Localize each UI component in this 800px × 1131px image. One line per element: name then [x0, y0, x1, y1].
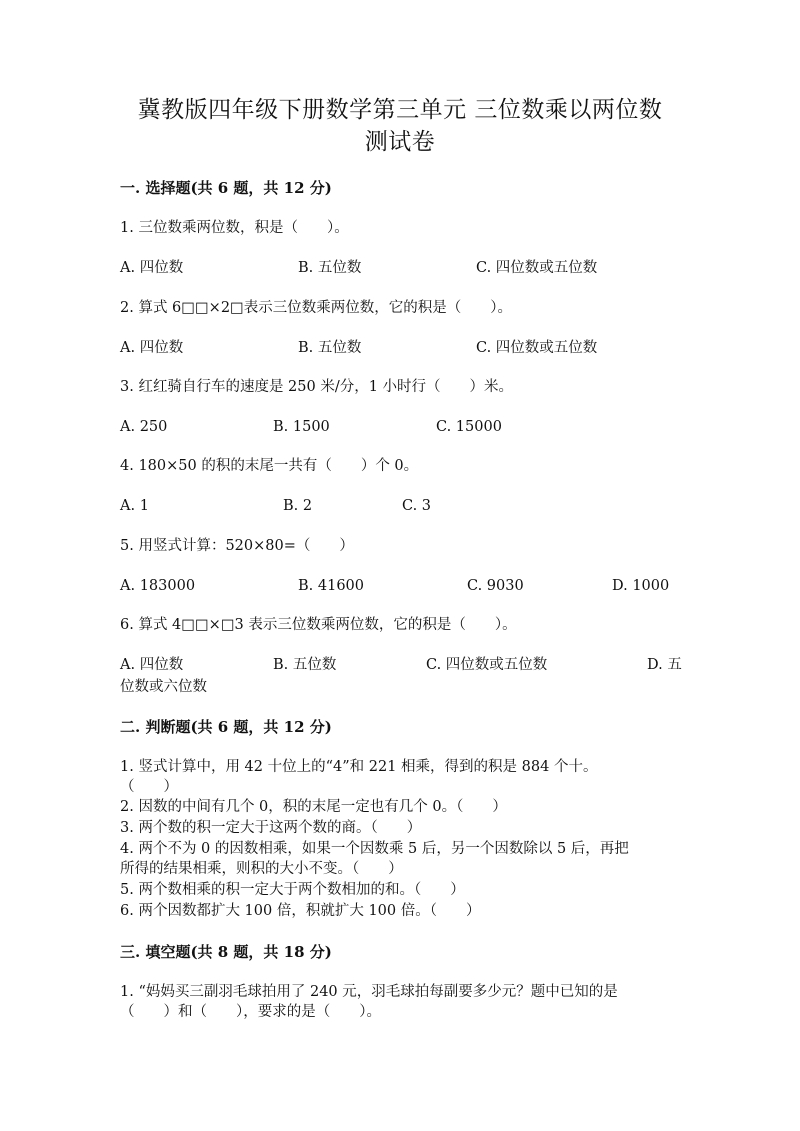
s1-q4-option-b: B. 2: [283, 498, 313, 514]
s1-q6-option-c: C. 四位数或五位数: [426, 657, 548, 673]
s1-q3-option-c: C. 15000: [436, 419, 502, 435]
s1-q6-option-a: A. 四位数: [120, 657, 184, 673]
s1-q4-text: 4. 180×50 的积的末尾一共有（ ）个 0。: [120, 458, 419, 474]
s2-q1-line2: （ ）: [120, 779, 178, 795]
s1-q3-text: 3. 红红骑自行车的速度是 250 米/分，1 小时行（ ）米。: [120, 379, 514, 395]
s1-q2-option-c: C. 四位数或五位数: [476, 340, 598, 356]
s1-q1-option-c: C. 四位数或五位数: [476, 260, 598, 276]
s1-q5-text: 5. 用竖式计算：520×80=（ ）: [120, 538, 354, 554]
s2-q4-line1: 4. 两个不为 0 的因数相乘，如果一个因数乘 5 后，另一个因数除以 5 后，再把: [120, 841, 629, 857]
s1-q1-text: 1. 三位数乘两位数，积是（ ）。: [120, 220, 349, 236]
s1-q4-option-c: C. 3: [402, 498, 432, 514]
s1-q1-option-a: A. 四位数: [120, 260, 184, 276]
s3-q1-line1: 1. “妈妈买三副羽毛球拍用了 240 元，羽毛球拍每副要多少元？题中已知的是: [120, 984, 618, 1000]
s1-q2-option-a: A. 四位数: [120, 340, 184, 356]
s1-q2-text: 2. 算式 6□□×2□表示三位数乘两位数，它的积是（ ）。: [120, 300, 513, 316]
s1-q6-option-b: B. 五位数: [273, 657, 337, 673]
s2-q6: 6. 两个因数都扩大 100 倍，积就扩大 100 倍。（ ）: [120, 903, 481, 919]
section3-heading: 三. 填空题(共 8 题，共 18 分): [120, 943, 332, 961]
s1-q6-option-d-continued: 位数或六位数: [120, 679, 207, 695]
s1-q5-option-c: C. 9030: [467, 578, 524, 594]
s1-q3-option-b: B. 1500: [273, 419, 330, 435]
exam-title-line1: 冀教版四年级下册数学第三单元 三位数乘以两位数: [137, 97, 663, 123]
s2-q1-line1: 1. 竖式计算中，用 42 十位上的“4”和 221 相乘，得到的积是 884 个十。: [120, 759, 598, 775]
s2-q5: 5. 两个数相乘的积一定大于两个数相加的和。（ ）: [120, 882, 465, 898]
s1-q1-option-b: B. 五位数: [298, 260, 362, 276]
s1-q4-option-a: A. 1: [120, 498, 149, 514]
s1-q2-option-b: B. 五位数: [298, 340, 362, 356]
section1-heading: 一. 选择题(共 6 题，共 12 分): [120, 179, 332, 197]
section2-heading: 二. 判断题(共 6 题，共 12 分): [120, 718, 332, 736]
s2-q2: 2. 因数的中间有几个 0，积的末尾一定也有几个 0。（ ）: [120, 799, 507, 815]
s1-q6-option-d: D. 五: [647, 657, 682, 673]
s1-q5-option-b: B. 41600: [298, 578, 365, 594]
s2-q3: 3. 两个数的积一定大于这两个数的商。（ ）: [120, 820, 422, 836]
s1-q5-option-a: A. 183000: [120, 578, 196, 594]
s2-q4-line2: 所得的结果相乘，则积的大小不变。（ ）: [120, 861, 403, 877]
s3-q1-line2: （ ）和（ ），要求的是（ ）。: [120, 1004, 381, 1020]
s1-q6-text: 6. 算式 4□□×□3 表示三位数乘两位数，它的积是（ ）。: [120, 617, 517, 633]
s1-q5-option-d: D. 1000: [612, 578, 670, 594]
exam-title-line2: 测试卷: [364, 129, 436, 155]
s1-q3-option-a: A. 250: [120, 419, 168, 435]
